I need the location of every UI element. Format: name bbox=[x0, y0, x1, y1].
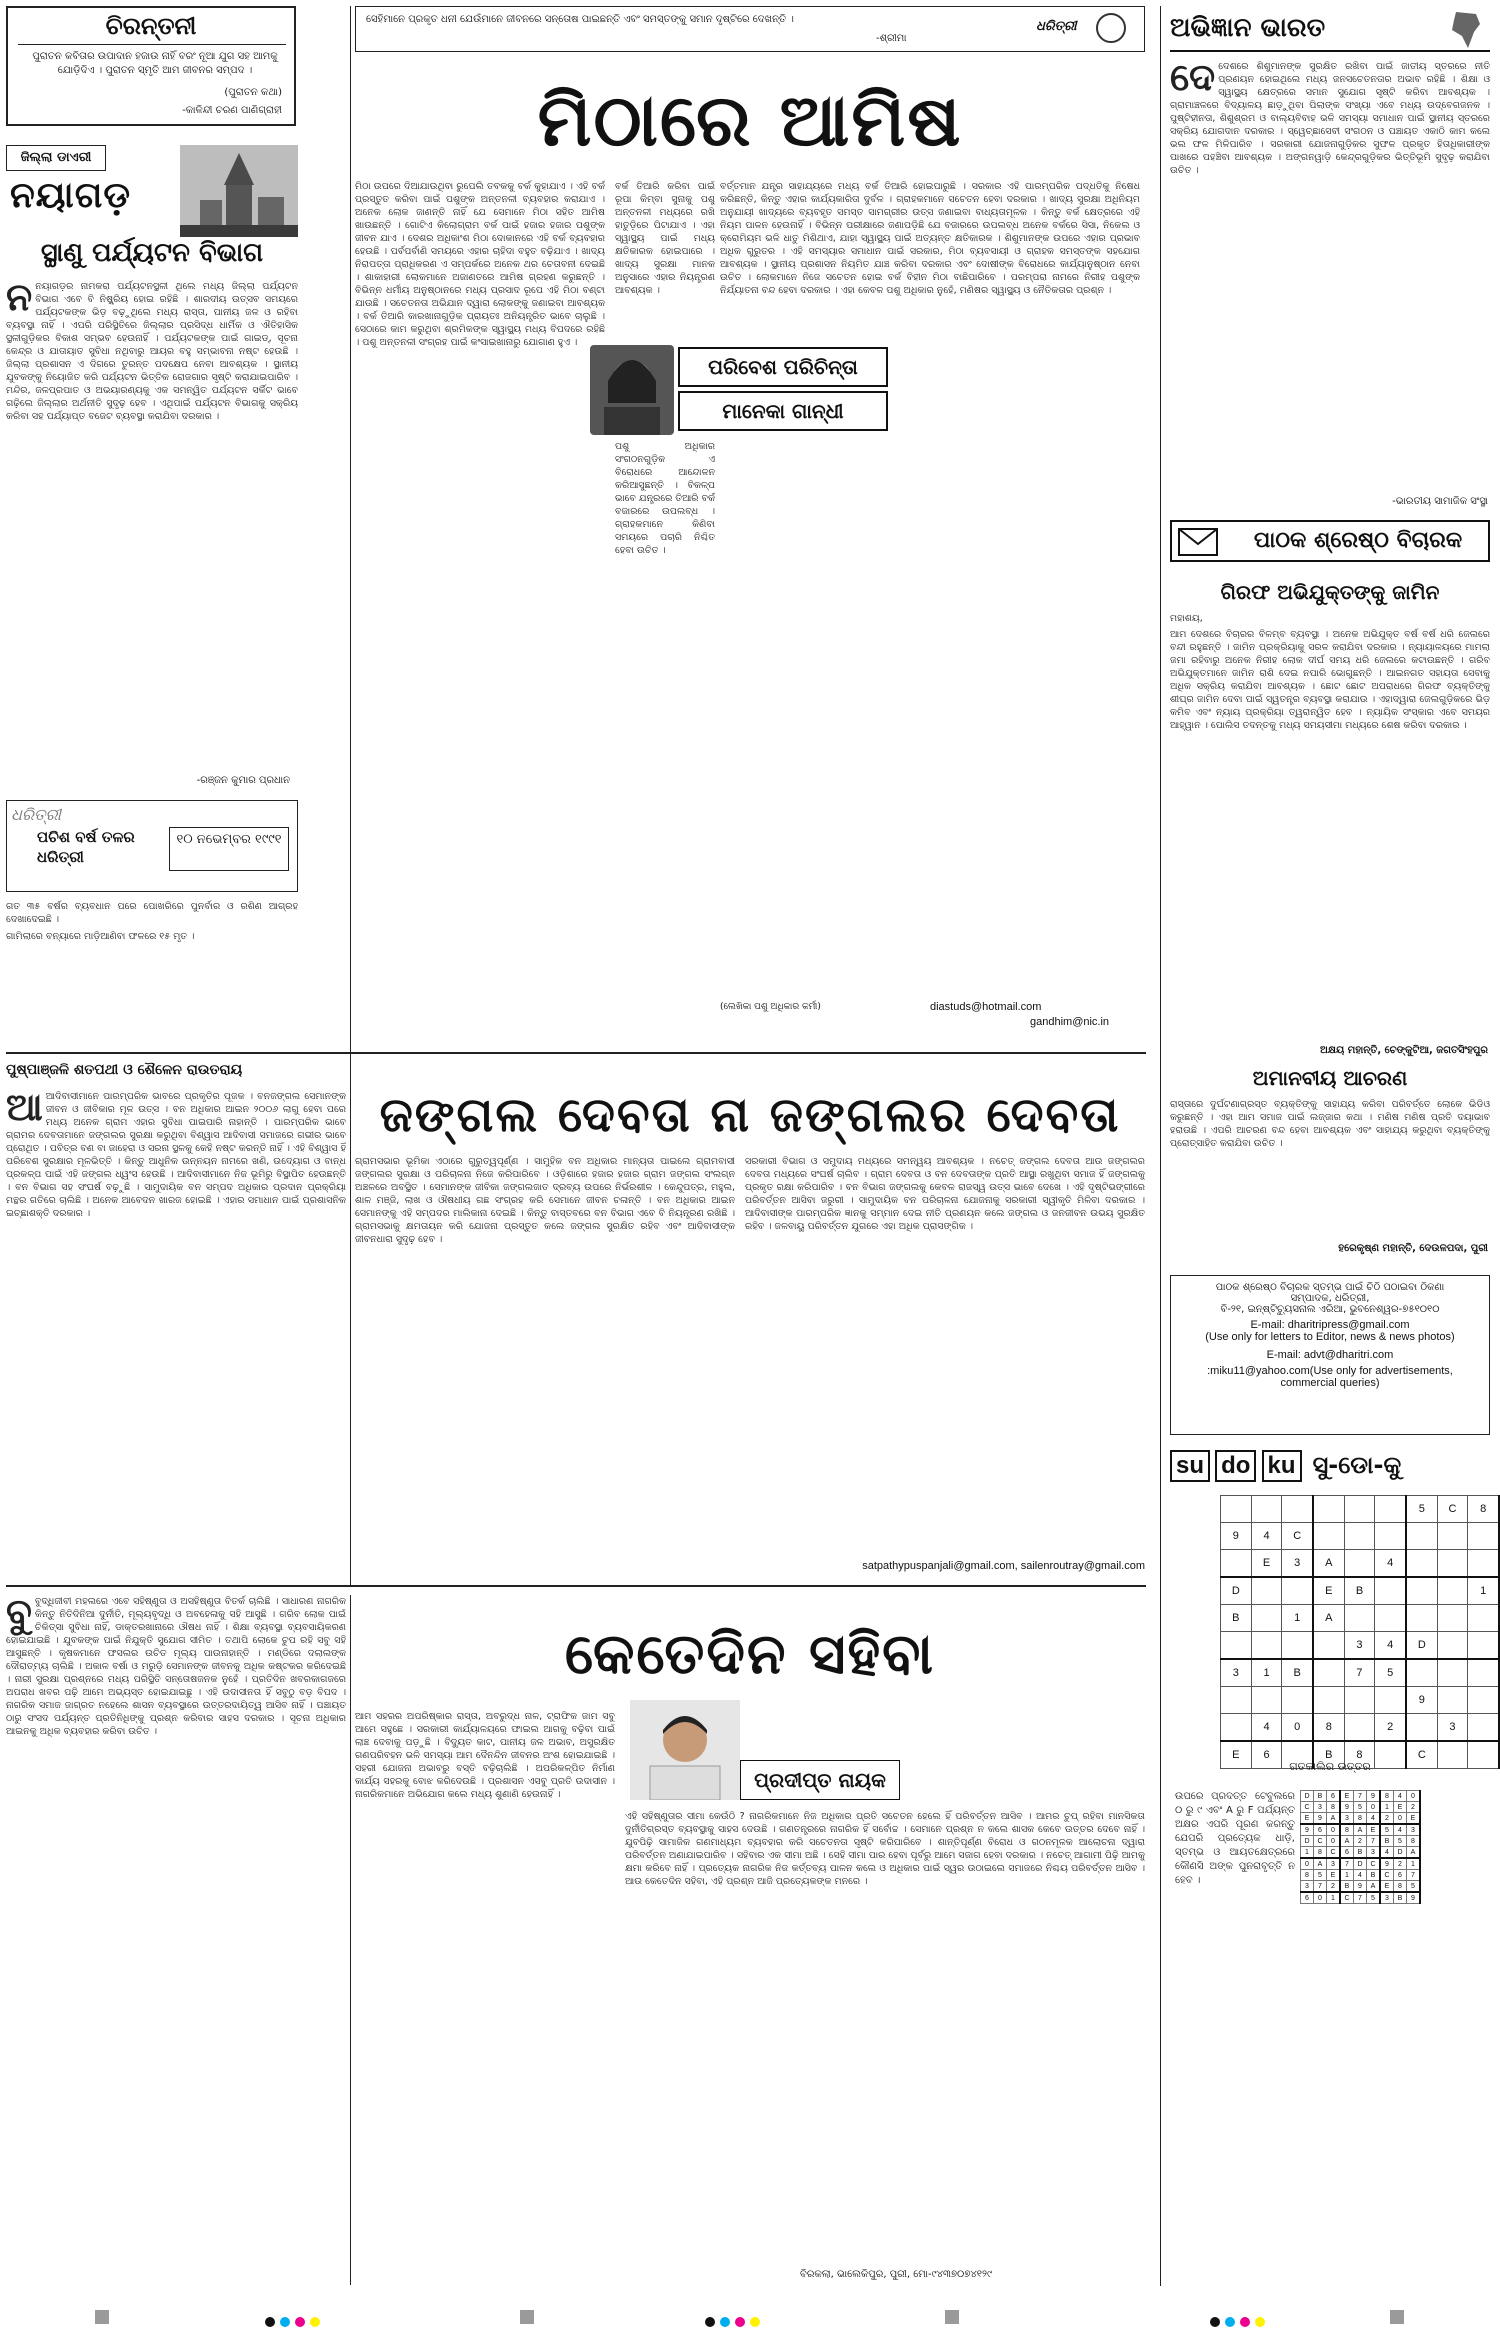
top-quote-text: ସେହିମାନେ ପ୍ରକୃତ ଧନୀ ଯେଉଁମାନେ ଜୀବନରେ ସନ୍ତୋଷ ପାଇଛନ୍ତି ଏବଂ ସମସ୍ତଙ୍କୁ ସମାନ ଦୃଷ୍ଟିରେ ଦେଖନ୍ତି । bbox=[366, 14, 794, 25]
sudoku-cell[interactable]: 3 bbox=[1437, 1714, 1468, 1742]
kete-col3: ଏହି ସହିଷ୍ଣୁତାର ସୀମା କେଉଁଠି ? ନାଗରିକମାନେ ନିଜ ଅଧିକାର ପ୍ରତି ସଚେତନ ହେଲେ ହିଁ ପରିବର୍ତ୍ତନ ଆସିବ । ଆମର ଚୁପ୍ ରହିବା ମାନସିକତା ଦୁର୍ନୀତିଗ୍ରସ୍ତ ବ୍ୟବସ୍ଥାକୁ ସାହସ ଦେଉଛି । ଗଣତନ୍ତ୍ରରେ ନାଗରିକ ହିଁ ସର୍ବୋଚ୍ଚ । ସେମାନେ ପ୍ରଶ୍ନ ନ କଲେ ଶାସକ କେବେ ଉତ୍ତର ଦେବେ ନାହିଁ । ଯୁବପିଢ଼ି ସାମାଜିକ ଗଣମାଧ୍ୟମ ବ୍ୟବହାର କରି ସଚେତନତା ସୃଷ୍ଟି କରିପାରିବେ । ଶାନ୍ତିପୂର୍ଣ୍ଣ ବିରୋଧ ଓ ଗଠନମୂଳକ ଆଲୋଚନା ଦ୍ୱାରା ପରିବର୍ତ୍ତନ ଅଣାଯାଇପାରିବ । ସହିବାର ଏକ ସୀମା ଅଛି । ସେହି ସୀମା ପାର ହେବା ପୂର୍ବରୁ ଆମେ ସଜାଗ ହେବା ଦରକାର । ନଚେତ୍ ଆଗାମୀ ପିଢ଼ି ଆମକୁ କ୍ଷମା କରିବେ ନାହିଁ । ପ୍ରତ୍ୟେକ ନାଗରିକ ନିଜ କର୍ତ୍ତବ୍ୟ ପାଳନ କଲେ ଓ ଅଧିକାର ପାଇଁ ସ୍ୱର ଉଠାଇଲେ ସମାଜରେ ନିଶ୍ଚୟ ପରିବର୍ତ୍ତନ ଆସିବ । ଆଉ କେତେଦିନ ସହିବା, ଏହି ପ୍ରଶ୍ନ ଆଜି ପ୍ରତ୍ୟେକଙ୍କ ମନରେ । bbox=[625, 1811, 1145, 1887]
sudoku-cell[interactable]: 5 bbox=[1406, 1496, 1437, 1523]
abhijnana-body: ଦେ ଦେଶରେ ଶିଶୁମାନଙ୍କ ସୁରକ୍ଷିତ ରଖିବା ପାଇଁ ଜାତୀୟ ସ୍ତରରେ ନୀତି ପ୍ରଣୟନ ହୋଇଥିଲେ ମଧ୍ୟ ଜନସଚେତନତାର ଅଭାବ ରହିଛି । ଶିକ୍ଷା ଓ ସ୍ୱାସ୍ଥ୍ୟ କ୍ଷେତ୍ରରେ ସମାନ ସୁଯୋଗ ସୃଷ୍ଟି କରିବା ଆବଶ୍ୟକ । ଗ୍ରାମାଞ୍ଚଳରେ ବିଦ୍ୟାଳୟ ଛାଡ଼ୁଥିବା ପିଲାଙ୍କ ସଂଖ୍ୟା ଏବେ ମଧ୍ୟ ଉଦ୍ବେଗଜନକ । ପୁଷ୍ଟିହୀନତା, ଶିଶୁଶ୍ରମ ଓ ବାଲ୍ୟବିବାହ ଭଳି ସମସ୍ୟା ସମାଧାନ ପାଇଁ ସ୍ଥାନୀୟ ସ୍ତରରେ ସକ୍ରିୟ ଯୋଗଦାନ ଦରକାର । ସ୍ୱେଚ୍ଛାସେବୀ ସଂଗଠନ ଓ ପଞ୍ଚାୟତ ଏକାଠି କାମ କଲେ ଭଲ ଫଳ ମିଳିପାରିବ । ସରକାରୀ ଯୋଜନାଗୁଡ଼ିକର ସୁଫଳ ପ୍ରକୃତ ହିତାଧିକାରୀଙ୍କ ପାଖରେ ପହଞ୍ଚିବା ଆବଶ୍ୟକ । ଅଙ୍ଗନୱାଡ଼ି କେନ୍ଦ୍ରଗୁଡ଼ିକର ଭିତ୍ତିଭୂମି ସୁଦୃଢ଼ କରାଯିବା ଉଚିତ । bbox=[1170, 60, 1490, 176]
sudoku-cell[interactable] bbox=[1313, 1496, 1344, 1523]
sudoku-solution-row bbox=[1301, 1836, 1421, 1847]
sudoku-solution-cell: 2 bbox=[1380, 1813, 1394, 1825]
chirantani-source: (ପୁରାତନ କଥା) bbox=[224, 87, 282, 98]
sudoku-solution-cell: 0 bbox=[1314, 1892, 1327, 1904]
sudoku-row bbox=[1221, 1523, 1500, 1550]
sudoku-cell[interactable]: 1 bbox=[1251, 1659, 1282, 1687]
sudoku-solution-cell: E bbox=[1327, 1870, 1341, 1881]
sudoku-solution-row bbox=[1301, 1870, 1421, 1881]
sudoku-solution-cell: 9 bbox=[1354, 1881, 1367, 1893]
diary-district: ନୟାଗଡ଼ bbox=[10, 175, 132, 216]
dharitri-archive-item-2: ଗାମିଲାରେ ବନ୍ୟାରେ ମାଡ଼ିଆଣିବା ଫଳରେ ୧୫ ମୃତ । bbox=[6, 931, 195, 942]
sudoku-cell[interactable]: 1 bbox=[1468, 1577, 1499, 1605]
sudoku-solution-cell: 9 bbox=[1380, 1858, 1394, 1870]
registration-bar-2 bbox=[520, 2310, 534, 2324]
sudoku-solution-cell: 6 bbox=[1394, 1870, 1407, 1881]
pushpanjali-byline: ପୁଷ୍ପାଞ୍ଜଳି ଶତପଥୀ ଓ ଶୈଳେନ ରାଉତରାୟ bbox=[6, 1062, 243, 1078]
sudoku-solution-cell: 3 bbox=[1327, 1858, 1341, 1870]
sudoku-cell[interactable]: C bbox=[1437, 1496, 1468, 1523]
sudoku-cell[interactable] bbox=[1406, 1714, 1437, 1742]
sudoku-cell[interactable]: 3 bbox=[1282, 1550, 1313, 1578]
sudoku-solution-cell: 8 bbox=[1380, 1791, 1394, 1802]
sudoku-cell[interactable]: 0 bbox=[1282, 1714, 1313, 1742]
sudoku-cell[interactable] bbox=[1406, 1523, 1437, 1550]
sudoku-cell[interactable]: D bbox=[1221, 1577, 1252, 1605]
sudoku-cell[interactable] bbox=[1344, 1496, 1375, 1523]
kete-col1: ବୁ ବୁଦ୍ଧିଜୀବୀ ମହଲରେ ଏବେ ସହିଷ୍ଣୁତା ଓ ଅସହିଷ୍ଣୁତା ବିତର୍କ ଚାଲିଛି । ସାଧାରଣ ନାଗରିକ କିନ୍ତୁ ନିତିଦିନିଆ ଦୁର୍ନୀତି, ମୂଲ୍ୟବୃଦ୍ଧି ଓ ଅବହେଳାକୁ ସହି ଆସୁଛି । ଗରିବ ଲୋକ ପାଇଁ ଚିକିତ୍ସା ସୁବିଧା ନାହିଁ, ଡାକ୍ତରଖାନାରେ ଔଷଧ ନାହିଁ । ଶିକ୍ଷା ବ୍ୟବସ୍ଥା ବ୍ୟବସାୟିକରଣ ହୋଇଯାଇଛି । ଯୁବକଙ୍କ ପାଇଁ ନିଯୁକ୍ତି ସୁଯୋଗ ସୀମିତ । ତଥାପି ଲୋକେ ଚୁପ ରହି ସବୁ ସହି ଆସୁଛନ୍ତି । କୃଷକମାନେ ଫସଲର ଉଚିତ ମୂଲ୍ୟ ପାଉନାହାନ୍ତି । ମଣ୍ଡିରେ ଦଲାଲଙ୍କ ଦୌରାତ୍ମ୍ୟ ଚାଲିଛି । ଅକାଳ ବର୍ଷା ଓ ମରୁଡ଼ି ସେମାନଙ୍କ ଜୀବନକୁ ଅଧିକ କଷ୍ଟକର କରିଦେଇଛି । ନାରୀ ସୁରକ୍ଷା ପ୍ରଶ୍ନରେ ମଧ୍ୟ ପରିସ୍ଥିତି ସନ୍ତୋଷଜନକ ନୁହେଁ । ପ୍ରତିଦିନ ଖବରକାଗଜରେ ଅପରାଧ ଖବର ପଢ଼ି ଆମେ ଅଭ୍ୟସ୍ତ ହୋଇଯାଇଛୁ । ଏହି ଉଦାସୀନତା ହିଁ ସବୁଠୁ ବଡ଼ ବିପଦ । ନାଗରିକ ସମାଜ ଜାଗ୍ରତ ନହେଲେ ଶାସନ ବ୍ୟବସ୍ଥାରେ ଉତ୍ତରଦାୟିତ୍ୱ ଆସିବ ନାହିଁ । ପଞ୍ଚାୟତ ଠାରୁ ସଂସଦ ପର୍ଯ୍ୟନ୍ତ ପ୍ରତିନିଧିଙ୍କୁ ପ୍ରଶ୍ନ କରିବାର ସାହସ ଦରକାର । ସୂଚନା ଅଧିକାର ଆଇନକୁ ଅଧିକ ବ୍ୟବହାର କରିବା ଉଚିତ । bbox=[6, 1595, 346, 1737]
sudoku-cell[interactable]: 4 bbox=[1375, 1632, 1406, 1660]
sudoku-title-su: su bbox=[1170, 1450, 1210, 1482]
sudoku-cell[interactable] bbox=[1437, 1523, 1468, 1550]
contact-line2: ସମ୍ପାଦକ, ଧରିତ୍ରୀ, bbox=[1290, 1293, 1370, 1304]
sudoku-cell[interactable] bbox=[1282, 1496, 1313, 1523]
sudoku-cell[interactable] bbox=[1282, 1632, 1313, 1660]
sudoku-solution-cell: 7 bbox=[1354, 1892, 1367, 1904]
sudoku-row bbox=[1221, 1632, 1500, 1660]
sudoku-cell[interactable] bbox=[1282, 1577, 1313, 1605]
sudoku-cell[interactable] bbox=[1221, 1714, 1252, 1742]
sudoku-cell[interactable]: B bbox=[1282, 1659, 1313, 1687]
contact-email2: E-mail: advt@dharitri.com bbox=[1266, 1349, 1394, 1361]
sudoku-solution-cell: 7 bbox=[1314, 1881, 1327, 1893]
kete-headline: କେତେଦିନ ସହିବା bbox=[564, 1622, 936, 1687]
sudoku-cell[interactable] bbox=[1375, 1605, 1406, 1632]
sudoku-row bbox=[1221, 1577, 1500, 1605]
diary-label: ଜିଲ୍ଲା ଡାଏରୀ bbox=[20, 150, 92, 165]
sudoku-solution-cell: 2 bbox=[1354, 1836, 1367, 1847]
pushpanjali-col2: ଗ୍ରାମସଭାର ଭୂମିକା ଏଠାରେ ଗୁରୁତ୍ୱପୂର୍ଣ୍ଣ । ସାମୁହିକ ବନ ଅଧିକାର ମାନ୍ୟତା ପାଇଲେ ଗ୍ରାମବାସୀ ଜଙ୍ଗଲର ସୁରକ୍ଷା ଓ ପରିଚାଳନା ନିଜେ କରିପାରିବେ । ଓଡ଼ିଶାରେ ହଜାର ହଜାର ଗ୍ରାମ ଜଙ୍ଗଲ ସଂଲଗ୍ନ ଅଞ୍ଚଳରେ ଅବସ୍ଥିତ । ସେମାନଙ୍କ ଜୀବିକା ଜଙ୍ଗଲଜାତ ଦ୍ରବ୍ୟ ଉପରେ ନିର୍ଭରଶୀଳ । କେନ୍ଦୁପତ୍ର, ମହୁଲ, ଶାଳ ମଞ୍ଜି, ଲାଖ ଓ ଔଷଧୀୟ ଗଛ ସଂଗ୍ରହ କରି ସେମାନେ ଜୀବନ ଚଳାନ୍ତି । ବନ ଅଧିକାର ଆଇନ ସେମାନଙ୍କୁ ଏହି ସମ୍ପଦର ମାଲିକାନା ଦେଇଛି । କିନ୍ତୁ ବାସ୍ତବରେ ବନ ବିଭାଗ ଏବେ ବି ନିୟନ୍ତ୍ରଣ ରଖିଛି । ଗ୍ରାମସଭାକୁ କ୍ଷମତାୟନ କରି ଯୋଜନା ପ୍ରସ୍ତୁତ କଲେ ଜଙ୍ଗଲ ସୁରକ୍ଷିତ ରହିବ ଏବଂ ଆଦିବାସୀଙ୍କ ଜୀବନଧାରା ସୁଦୃଢ଼ ହେବ । bbox=[355, 1156, 735, 1245]
sudoku-solution-cell: 0 bbox=[1327, 1836, 1341, 1847]
sudoku-solution-row bbox=[1301, 1791, 1421, 1802]
sudoku-solution-cell: 4 bbox=[1394, 1791, 1407, 1802]
main-contact: (ଲେଖିକା ପଶୁ ଅଧିକାର କର୍ମୀ) bbox=[720, 1002, 821, 1012]
sudoku-solution-cell: 3 bbox=[1314, 1802, 1327, 1813]
kete-author-box bbox=[740, 1760, 900, 1800]
sudoku-solution-cell: B bbox=[1380, 1836, 1394, 1847]
sudoku-solution-cell: 2 bbox=[1394, 1858, 1407, 1870]
column-label: ପରିବେଶ ପରିଚିନ୍ତା bbox=[708, 355, 858, 379]
sudoku-cell[interactable] bbox=[1221, 1687, 1252, 1714]
sudoku-solution-cell: 8 bbox=[1394, 1881, 1407, 1893]
sudoku-solution-cell: D bbox=[1301, 1791, 1314, 1802]
sudoku-solution-cell: 1 bbox=[1340, 1870, 1354, 1881]
sudoku-solution-row bbox=[1301, 1813, 1421, 1825]
sudoku-cell[interactable] bbox=[1344, 1523, 1375, 1550]
contact-box bbox=[1170, 1275, 1490, 1435]
sudoku-solution-cell: 9 bbox=[1301, 1824, 1314, 1836]
sudoku-solution-cell: D bbox=[1301, 1836, 1314, 1847]
pushpanjali-headline: ଜଙ୍ଗଲ ଦେବତା ନା ଜଙ୍ଗଲର ଦେବତା bbox=[379, 1087, 1121, 1143]
sudoku-cell[interactable] bbox=[1221, 1550, 1252, 1578]
cmyk-dots-1 bbox=[265, 2312, 320, 2331]
sudoku-solution-cell: 0 bbox=[1407, 1791, 1421, 1802]
sudoku-cell[interactable] bbox=[1221, 1632, 1252, 1660]
sudoku-solution-cell: 7 bbox=[1407, 1870, 1421, 1881]
cmyk-dots-3 bbox=[1210, 2312, 1265, 2331]
sudoku-cell[interactable] bbox=[1468, 1687, 1499, 1714]
sudoku-cell[interactable]: A bbox=[1313, 1605, 1344, 1632]
top-quote-box bbox=[355, 6, 1145, 52]
readers-banner-text: ପାଠକ ଶ୍ରେଷ୍ଠ ବିଚାରକ bbox=[1253, 528, 1463, 553]
sudoku-solution-row bbox=[1301, 1847, 1421, 1859]
sudoku-solution-row bbox=[1301, 1892, 1421, 1904]
sudoku-solution-cell: A bbox=[1407, 1847, 1421, 1859]
sudoku-solution-cell: 8 bbox=[1301, 1870, 1314, 1881]
sudoku-cell[interactable]: E bbox=[1221, 1741, 1252, 1769]
sudoku-title bbox=[1170, 1450, 1490, 1490]
sudoku-cell[interactable] bbox=[1313, 1632, 1344, 1660]
sudoku-cell[interactable]: 7 bbox=[1344, 1659, 1375, 1687]
sudoku-solution-cell: 7 bbox=[1340, 1858, 1354, 1870]
main-headline: ମିଠାରେ ଆମିଷ bbox=[537, 78, 963, 162]
sudoku-solution-cell: A bbox=[1367, 1881, 1381, 1893]
sudoku-cell[interactable] bbox=[1251, 1496, 1282, 1523]
main-email-1: diastuds@hotmail.com bbox=[930, 1001, 1042, 1013]
sudoku-solution-cell: 1 bbox=[1327, 1892, 1341, 1904]
sudoku-solution-cell: A bbox=[1314, 1858, 1327, 1870]
sudoku-solution-cell: 0 bbox=[1367, 1802, 1381, 1813]
sudoku-cell[interactable] bbox=[1406, 1659, 1437, 1687]
sudoku-solution-cell: 3 bbox=[1340, 1813, 1354, 1825]
sudoku-solution-cell: E bbox=[1367, 1824, 1381, 1836]
sudoku-cell[interactable] bbox=[1437, 1659, 1468, 1687]
sudoku-cell[interactable] bbox=[1375, 1577, 1406, 1605]
sudoku-cell[interactable] bbox=[1375, 1523, 1406, 1550]
sudoku-row bbox=[1221, 1687, 1500, 1714]
sudoku-cell[interactable]: 8 bbox=[1344, 1741, 1375, 1769]
sudoku-solution-cell: 1 bbox=[1380, 1802, 1394, 1813]
sudoku-solution-grid bbox=[1300, 1790, 1421, 1904]
sudoku-solution-cell: 4 bbox=[1394, 1824, 1407, 1836]
chakra-icon bbox=[1096, 13, 1126, 43]
sudoku-cell[interactable] bbox=[1468, 1523, 1499, 1550]
sudoku-solution-cell: A bbox=[1354, 1824, 1367, 1836]
main-email-2: gandhim@nic.in bbox=[1030, 1016, 1110, 1028]
temple-photo-icon bbox=[180, 145, 298, 237]
sudoku-cell[interactable]: A bbox=[1313, 1550, 1344, 1578]
sudoku-solution-cell: 9 bbox=[1367, 1791, 1381, 1802]
sudoku-solution-cell: 6 bbox=[1314, 1824, 1327, 1836]
sudoku-solution-cell: 8 bbox=[1327, 1802, 1341, 1813]
sudoku-solution-cell: 0 bbox=[1301, 1858, 1314, 1870]
sudoku-cell[interactable] bbox=[1406, 1550, 1437, 1578]
sudoku-solution-cell: 5 bbox=[1407, 1881, 1421, 1893]
sudoku-solution-cell: 9 bbox=[1340, 1802, 1354, 1813]
sudoku-solution-cell: B bbox=[1394, 1892, 1407, 1904]
sudoku-cell[interactable]: 2 bbox=[1375, 1714, 1406, 1742]
dharitri-archive-item-1: ଗତ ୩୫ ବର୍ଷର ବ୍ୟବଧାନ ପରେ ପୋଖରିରେ ପୁନର୍ବାର ଓ ରଶିଣ ଆଗ୍ରହ ଦେଖାଦେଇଛି । bbox=[6, 901, 298, 925]
sudoku-solution-cell: 4 bbox=[1354, 1870, 1367, 1881]
sudoku-solution-cell: D bbox=[1354, 1858, 1367, 1870]
sudoku-title-or: ସୁ-ଡୋ-କୁ bbox=[1312, 1451, 1402, 1479]
sudoku-cell[interactable]: 4 bbox=[1251, 1523, 1282, 1550]
sudoku-cell[interactable]: B bbox=[1344, 1577, 1375, 1605]
sudoku-solution-cell: E bbox=[1394, 1802, 1407, 1813]
sudoku-solution-cell: 7 bbox=[1354, 1791, 1367, 1802]
sudoku-cell[interactable] bbox=[1251, 1687, 1282, 1714]
author-photo-icon bbox=[590, 345, 674, 435]
sudoku-solution-cell: C bbox=[1340, 1892, 1354, 1904]
sudoku-cell[interactable] bbox=[1251, 1605, 1282, 1632]
sudoku-cell[interactable] bbox=[1437, 1550, 1468, 1578]
abhijnana-masthead bbox=[1170, 6, 1490, 52]
contact-line1: ପାଠକ ଶ୍ରେଷ୍ଠ ବିଚାରକ ସ୍ତମ୍ଭ ପାଇଁ ଚିଠି ପଠାଇବା ଠିକଣା bbox=[1215, 1282, 1445, 1293]
sudoku-row bbox=[1221, 1496, 1500, 1523]
sudoku-cell[interactable] bbox=[1468, 1714, 1499, 1742]
dharitri-archive-date: ୧୦ ନଭେମ୍ବର ୧୯୯୧ bbox=[176, 832, 282, 847]
sudoku-solution-cell: B bbox=[1354, 1847, 1367, 1859]
registration-bar-1 bbox=[95, 2310, 109, 2324]
sudoku-cell[interactable] bbox=[1221, 1496, 1252, 1523]
sudoku-cell[interactable] bbox=[1468, 1659, 1499, 1687]
sudoku-instructions: ଉପରେ ପ୍ରଦତ୍ତ ଟେବୁଲରେ ୦ ରୁ ୯ ଏବଂ A ରୁ F ପର୍ଯ୍ୟନ୍ତ ଅକ୍ଷର ଏପରି ପୂରଣ କରନ୍ତୁ ଯେପରି ପ୍ରତ୍ୟେକ ଧାଡ଼ି, ସ୍ତମ୍ଭ ଓ ଆୟତକ୍ଷେତ୍ରରେ କୌଣସି ଅଙ୍କ ପୁନରାବୃତ୍ତି ନ ହେବ । bbox=[1175, 1791, 1295, 1886]
diary-headline: ସ୍ଥାଣୁ ପର୍ଯ୍ୟଟନ ବିଭାଗ bbox=[40, 238, 264, 268]
sudoku-solution-cell: 3 bbox=[1301, 1881, 1314, 1893]
sudoku-solution-cell: 4 bbox=[1367, 1813, 1381, 1825]
envelope-icon bbox=[1178, 528, 1218, 556]
sudoku-title-do: do bbox=[1215, 1450, 1256, 1482]
sudoku-solution-cell: 6 bbox=[1301, 1892, 1314, 1904]
sudoku-grid[interactable] bbox=[1220, 1495, 1500, 1769]
sudoku-cell[interactable] bbox=[1406, 1605, 1437, 1632]
sudoku-solution-cell: 6 bbox=[1327, 1791, 1341, 1802]
india-map-icon bbox=[1446, 10, 1486, 50]
chirantani-title: ଚିରନ୍ତନୀ bbox=[105, 12, 197, 40]
letter1-greeting: ମହାଶୟ, bbox=[1170, 613, 1203, 624]
sudoku-solution-cell: 5 bbox=[1367, 1892, 1381, 1904]
sudoku-solution-cell: 3 bbox=[1407, 1824, 1421, 1836]
letter2-author: ହରେକୃଷ୍ଣ ମହାନ୍ତି, ଦେଉଳପଦା, ପୁରୀ bbox=[1338, 1243, 1488, 1254]
sudoku-cell[interactable]: 9 bbox=[1406, 1687, 1437, 1714]
sudoku-solution-row bbox=[1301, 1858, 1421, 1870]
sudoku-solution-row bbox=[1301, 1881, 1421, 1893]
letter1-title: ଗିରଫ ଅଭିଯୁକ୍ତଙ୍କୁ ଜାମିନ bbox=[1220, 580, 1440, 604]
sudoku-solution-cell: C bbox=[1314, 1836, 1327, 1847]
sudoku-cell[interactable] bbox=[1468, 1632, 1499, 1660]
sudoku-solution-cell: C bbox=[1327, 1847, 1341, 1859]
sudoku-cell[interactable] bbox=[1313, 1523, 1344, 1550]
sudoku-cell[interactable] bbox=[1282, 1687, 1313, 1714]
sudoku-solution-cell: 9 bbox=[1407, 1892, 1421, 1904]
sudoku-cell[interactable]: 9 bbox=[1221, 1523, 1252, 1550]
sudoku-solution-row bbox=[1301, 1824, 1421, 1836]
letter2-title: ଅମାନବୀୟ ଆଚରଣ bbox=[1252, 1066, 1408, 1090]
readers-banner bbox=[1170, 520, 1490, 562]
main-body-col2: ବର୍କ ତିଆରି କରିବା ପାଇଁ ରୂପା କିମ୍ବା ସୁନାକୁ ପଶୁ ଅନ୍ତନଳୀ ମଧ୍ୟରେ ରଖି ହାତୁଡ଼ିରେ ପିଟାଯାଏ । ଏହା ସ୍ୱାସ୍ଥ୍ୟ ପାଇଁ ମଧ୍ୟ କ୍ଷତିକାରକ ହୋଇପାରେ । ଖାଦ୍ୟ ସୁରକ୍ଷା ମାନକ ଅନୁସାରେ ଏହାର ନିୟନ୍ତ୍ରଣ ଆବଶ୍ୟକ । bbox=[615, 181, 715, 296]
sudoku-solution-cell: 5 bbox=[1380, 1824, 1394, 1836]
sudoku-cell[interactable] bbox=[1468, 1550, 1499, 1578]
sudoku-cell[interactable] bbox=[1437, 1687, 1468, 1714]
chirantani-author: -କାଳିନ୍ଦୀ ଚରଣ ପାଣିଗ୍ରାହୀ bbox=[182, 105, 282, 116]
sudoku-cell[interactable]: 3 bbox=[1344, 1632, 1375, 1660]
sudoku-cell[interactable] bbox=[1375, 1687, 1406, 1714]
sudoku-cell[interactable] bbox=[1344, 1550, 1375, 1578]
sudoku-cell[interactable]: C bbox=[1282, 1523, 1313, 1550]
sudoku-cell[interactable] bbox=[1406, 1577, 1437, 1605]
contact-email3: :miku11@yahoo.com(Use only for advertisements, commercial queries) bbox=[1207, 1365, 1453, 1389]
sudoku-solution-cell: 7 bbox=[1367, 1836, 1381, 1847]
sudoku-solution-cell: 4 bbox=[1380, 1847, 1394, 1859]
sudoku-cell[interactable]: B bbox=[1313, 1741, 1344, 1769]
chirantani-box bbox=[6, 6, 296, 126]
sudoku-solution-cell: C bbox=[1367, 1858, 1381, 1870]
chirantani-quote: ପୁରାତନ କବିତାର ଉପାଦାନ ହଜାଉ ନାହିଁ ବରଂ ନୂଆ ଯୁଗ ସହ ଆମକୁ ଯୋଡ଼ିଦିଏ । ପୁରାତନ ସ୍ମୃତି ଆମ ଜୀବନର ସମ୍ପଦ । bbox=[32, 51, 278, 76]
sudoku-solution-cell: 3 bbox=[1380, 1892, 1394, 1904]
sudoku-solution-cell: 8 bbox=[1354, 1813, 1367, 1825]
sudoku-solution-cell: A bbox=[1327, 1813, 1341, 1825]
sudoku-row bbox=[1221, 1550, 1500, 1578]
abhijnana-title: ଅଭିଜ୍ଞାନ ଭାରତ bbox=[1170, 13, 1326, 43]
sudoku-cell[interactable] bbox=[1251, 1632, 1282, 1660]
sudoku-title-ku: ku bbox=[1262, 1450, 1302, 1482]
diary-author: -ରଞ୍ଜନ କୁମାର ପ୍ରଧାନ bbox=[196, 775, 290, 786]
sudoku-cell[interactable] bbox=[1437, 1632, 1468, 1660]
main-body-col1: ମିଠା ଉପରେ ଦିଆଯାଉଥିବା ରୁପେଲି ତବକକୁ ବର୍କ କୁହାଯାଏ । ଏହି ବର୍କ ପ୍ରସ୍ତୁତ କରିବା ପାଇଁ ପଶୁଙ୍କ ଅନ୍ତନଳୀ ବ୍ୟବହାର କରାଯାଏ । ଅନେକ ଲୋକ ଜାଣନ୍ତି ନାହିଁ ଯେ ସେମାନେ ମିଠା ସହିତ ଆମିଷ ଖାଉଛନ୍ତି । ଗୋଟିଏ କିଲୋଗ୍ରାମ ବର୍କ ପାଇଁ ହଜାର ହଜାର ପଶୁଙ୍କ ଜୀବନ ଯାଏ । ଦେଶର ଅଧିକାଂଶ ମିଠା ଦୋକାନରେ ଏହି ବର୍କ ବ୍ୟବହାର ହେଉଛି । ପର୍ବପର୍ବାଣି ସମୟରେ ଏହାର ଚାହିଦା ବହୁତ ବଢ଼ିଯାଏ । ଖାଦ୍ୟ ନିରାପତ୍ତା ପ୍ରାଧିକରଣ ଏ ସମ୍ପର୍କରେ ଅନେକ ଥର ଚେତାବନୀ ଦେଇଛି । ଶାକାହାରୀ ଲୋକମାନେ ଅଜାଣତରେ ଆମିଷ ଗ୍ରହଣ କରୁଛନ୍ତି । ବିଭିନ୍ନ ଧର୍ମୀୟ ଅନୁଷ୍ଠାନରେ ମଧ୍ୟ ପ୍ରସାଦ ରୂପେ ଏହି ମିଠା ବଣ୍ଟା ଯାଉଛି । ସଚେତନତା ଅଭିଯାନ ଦ୍ୱାରା ଲୋକଙ୍କୁ ଜଣାଇବା ଆବଶ୍ୟକ । ବର୍କ ତିଆରି କାରଖାନାଗୁଡ଼ିକ ପ୍ରାୟତଃ ଅନିୟନ୍ତ୍ରିତ ଭାବେ ଚାଲୁଛି । ସେଠାରେ କାମ କରୁଥିବା ଶ୍ରମିକଙ୍କ ସ୍ୱାସ୍ଥ୍ୟ ମଧ୍ୟ ବିପଦରେ ରହିଛି । ପଶୁ ଅନ୍ତନଳୀ ସଂଗ୍ରହ ପାଇଁ କଂସାଇଖାନାରୁ ଯୋଗାଣ ହୁଏ । bbox=[355, 181, 605, 348]
contact-note1: (Use only for letters to Editor, news & news photos) bbox=[1205, 1331, 1455, 1343]
sudoku-solution-cell: 2 bbox=[1407, 1802, 1421, 1813]
sudoku-cell[interactable]: 4 bbox=[1251, 1714, 1282, 1742]
dharitri-archive-date-box bbox=[169, 827, 289, 871]
sudoku-cell[interactable]: C bbox=[1406, 1741, 1437, 1769]
sudoku-cell[interactable] bbox=[1375, 1496, 1406, 1523]
dharitri-archive-label: ପଚିଶ ବର୍ଷ ତଳର ଧରିତ୍ରୀ bbox=[37, 828, 135, 866]
sudoku-cell[interactable] bbox=[1344, 1605, 1375, 1632]
sudoku-solution-cell: E bbox=[1301, 1813, 1314, 1825]
dharitri-archive-logo: ଧରିତ୍ରୀ bbox=[11, 805, 61, 824]
sudoku-solution-cell: 8 bbox=[1407, 1836, 1421, 1847]
sudoku-solution-cell: 6 bbox=[1340, 1847, 1354, 1859]
kete-author: ପ୍ରଦୀପ୍ତ ନାୟକ bbox=[754, 1768, 886, 1792]
sudoku-cell[interactable] bbox=[1344, 1687, 1375, 1714]
sudoku-solution-cell: C bbox=[1380, 1870, 1394, 1881]
main-body-col2b: ପଶୁ ଅଧିକାର ସଂଗଠନଗୁଡ଼ିକ ଏ ବିରୋଧରେ ଆନ୍ଦୋଳନ କରିଆସୁଛନ୍ତି । ବିକଳ୍ପ ଭାବେ ଯନ୍ତ୍ରରେ ତିଆରି ବର୍କ ବଜାରରେ ଉପଲବ୍ଧ । ଗ୍ରାହକମାନେ କିଣିବା ସମୟରେ ପଚାରି ନିଶ୍ଚିତ ହେବା ଉଚିତ । bbox=[615, 441, 715, 556]
top-quote-author: -ଶ୍ରୀମା bbox=[876, 33, 907, 44]
sudoku-cell[interactable]: B bbox=[1221, 1605, 1252, 1632]
pushpanjali-col1: ଆ ଆଦିବାସୀମାନେ ପାରମ୍ପରିକ ଭାବରେ ପ୍ରକୃତିର ପୂଜକ । ବନଜଙ୍ଗଲ ସେମାନଙ୍କ ଜୀବନ ଓ ଜୀବିକାର ମୂଳ ଉତ୍ସ । ବନ ଅଧିକାର ଆଇନ ୨୦୦୬ ଲାଗୁ ହେବା ପରେ ମଧ୍ୟ ଅନେକ ଗ୍ରାମ ଏହାର ସୁବିଧା ପାଇପାରି ନାହାନ୍ତି । ପାରମ୍ପରିକ ଭାବେ ଗ୍ରାମର ଦେବତାମାନେ ଜଙ୍ଗଲର ସୁରକ୍ଷା କରୁଥିବା ବିଶ୍ୱାସ ଆଦିବାସୀ ସମାଜରେ ଗଭୀର ଭାବେ ପ୍ରୋଥିତ । ପବିତ୍ର ବଣ ବା ଜାହେରା ଓ ସରନା ସ୍ଥଳକୁ କେହି ନଷ୍ଟ କରନ୍ତି ନାହିଁ । ଏହି ବିଶ୍ୱାସ ହିଁ ପରିବେଶ ସୁରକ୍ଷାର ମୂଳଭିତ୍ତି । କିନ୍ତୁ ଆଧୁନିକ ଉନ୍ନୟନ ନାମରେ ଖଣି, ଉଦ୍ୟୋଗ ଓ ବାନ୍ଧ ପ୍ରକଳ୍ପ ପାଇଁ ଏହି ଜଙ୍ଗଲ ଧ୍ୱଂସ ହେଉଛି । ଆଦିବାସୀମାନେ ନିଜ ଭୂମିରୁ ବିସ୍ଥାପିତ ହେଉଛନ୍ତି । ବନ ବିଭାଗ ସହ ସଂଘର୍ଷ ବଢ଼ୁଛି । ସାମୁଦାୟିକ ବନ ସମ୍ପଦ ଅଧିକାର ପ୍ରଦାନ ପ୍ରକ୍ରିୟା ମନ୍ଥର ଗତିରେ ଚାଲିଛି । ଅନେକ ଆବେଦନ ଖାରଜ ହୋଇଛି । ଏହାର ସମାଧାନ ପାଇଁ ପ୍ରଶାସନିକ ଇଚ୍ଛାଶକ୍ତି ଦରକାର । bbox=[6, 1090, 346, 1219]
sudoku-cell[interactable]: 3 bbox=[1221, 1659, 1252, 1687]
sudoku-solution-cell: 5 bbox=[1314, 1870, 1327, 1881]
sudoku-answer-label: ଗତକାଲିର ଉତ୍ତର bbox=[1289, 1760, 1371, 1773]
sudoku-solution-cell: 1 bbox=[1301, 1847, 1314, 1859]
main-author: ମାନେକା ଗାନ୍ଧୀ bbox=[722, 399, 844, 423]
sudoku-row bbox=[1221, 1659, 1500, 1687]
sudoku-solution-cell: B bbox=[1340, 1881, 1354, 1893]
kete-col2: ଆମ ସହରର ଅପରିଷ୍କାର ରାସ୍ତା, ଅବରୁଦ୍ଧ ନାଳ, ଟ୍ରାଫିକ ଜାମ ସବୁ ଆମେ ସହୁଛେ । ସରକାରୀ କାର୍ଯ୍ୟାଳୟରେ ଫାଇଲ ଆଗକୁ ବଢ଼ିବା ପାଇଁ ଲାଞ୍ଚ ଦେବାକୁ ପଡ଼ୁଛି । ବିଦ୍ୟୁତ କାଟ, ପାନୀୟ ଜଳ ଅଭାବ, ଅସୁରକ୍ଷିତ ଗଣପରିବହନ ଭଳି ସମସ୍ୟା ଆମ ଦୈନନ୍ଦିନ ଜୀବନର ଅଂଶ ହୋଇଯାଇଛି । ସହରୀ ଯୋଜନା ଅଭାବରୁ ବସ୍ତି ବଢ଼ିଚାଲିଛି । ଅପରିକଳ୍ପିତ ନିର୍ମାଣ କାର୍ଯ୍ୟ ସହରକୁ ବୋଝ କରିଦେଉଛି । ପ୍ରଶାସନ ଏସବୁ ପ୍ରତି ଉଦାସୀନ । ନାଗରିକମାନେ ଅଭିଯୋଗ କଲେ ମଧ୍ୟ ଶୁଣାଣି ହେଉନାହିଁ । bbox=[355, 1711, 615, 1800]
top-quote-logo: ଧରିତ୍ରୀ bbox=[1036, 19, 1077, 34]
sudoku-solution-cell: 5 bbox=[1354, 1802, 1367, 1813]
sudoku-solution-cell: 9 bbox=[1314, 1813, 1327, 1825]
cmyk-dots-2 bbox=[705, 2312, 760, 2331]
sudoku-cell[interactable]: E bbox=[1251, 1550, 1282, 1578]
registration-bar-3 bbox=[945, 2310, 959, 2324]
pushpanjali-col3: ସରକାରୀ ବିଭାଗ ଓ ସମୁଦାୟ ମଧ୍ୟରେ ସମନ୍ୱୟ ଆବଶ୍ୟକ । ନଚେତ୍ ଜଙ୍ଗଲ ଦେବତା ଆଉ ଜଙ୍ଗଲର ଦେବତା ମଧ୍ୟରେ ସଂଘର୍ଷ ଚାଲିବ । ଗ୍ରାମ ଦେବତା ଓ ବନ ଦେବତାଙ୍କ ପ୍ରତି ଆସ୍ଥା ରଖୁଥିବା ସମାଜ ହିଁ ଜଙ୍ଗଲକୁ ପ୍ରକୃତ ରକ୍ଷା କରିପାରିବ । ବନ ବିଭାଗ ଜଙ୍ଗଲକୁ କେବଳ ରାଜସ୍ୱ ଉତ୍ସ ଭାବେ ଦେଖେ । ଏହି ଦୃଷ୍ଟିଭଙ୍ଗୀରେ ପରିବର୍ତ୍ତନ ଆସିବା ଜରୁରୀ । ସାମୁଦାୟିକ ବନ ପରିଚାଳନା ଯୋଜନାକୁ ସରକାରୀ ସ୍ୱୀକୃତି ମିଳିବା ଦରକାର । ଆଦିବାସୀଙ୍କ ପାରମ୍ପରିକ ଜ୍ଞାନକୁ ସମ୍ମାନ ଦେଇ ନୀତି ପ୍ରଣୟନ କଲେ ଜଙ୍ଗଲ ଓ ଜନଜୀବନ ଉଭୟ ସୁରକ୍ଷିତ ରହିବ । ଜଳବାୟୁ ପରିବର୍ତ୍ତନ ଯୁଗରେ ଏହା ଅଧିକ ପ୍ରାସଙ୍ଗିକ । bbox=[745, 1156, 1145, 1232]
sudoku-solution-cell: E bbox=[1340, 1791, 1354, 1802]
abhijnana-signoff: -ଭାରତୀୟ ସାମାଜିକ ସଂସ୍ଥା bbox=[1392, 496, 1488, 507]
sudoku-solution-cell: D bbox=[1394, 1847, 1407, 1859]
sudoku-solution-cell: 8 bbox=[1314, 1847, 1327, 1859]
sudoku-cell[interactable] bbox=[1437, 1605, 1468, 1632]
sudoku-solution-cell: B bbox=[1367, 1870, 1381, 1881]
sudoku-cell[interactable]: 4 bbox=[1375, 1550, 1406, 1578]
letter1-author: ଅକ୍ଷୟ ମହାନ୍ତି, ଚେଙ୍କୁଟିଆ, ଜଗତସିଂହପୁର bbox=[1320, 1045, 1488, 1056]
sudoku-solution-cell: 2 bbox=[1327, 1881, 1341, 1893]
diary-label-box bbox=[6, 145, 106, 171]
sudoku-cell[interactable]: D bbox=[1406, 1632, 1437, 1660]
sudoku-cell[interactable]: E bbox=[1313, 1577, 1344, 1605]
sudoku-solution-cell: E bbox=[1380, 1881, 1394, 1893]
sudoku-solution-cell: 8 bbox=[1340, 1824, 1354, 1836]
sudoku-solution-cell: B bbox=[1314, 1791, 1327, 1802]
sudoku-solution-cell: 3 bbox=[1367, 1847, 1381, 1859]
sudoku-cell[interactable] bbox=[1313, 1659, 1344, 1687]
sudoku-solution-cell: A bbox=[1340, 1836, 1354, 1847]
contact-line3: ବି-୨୧, ଇନ୍‌ଷ୍ଟିଚ୍ୟୁସନାଲ ଏରିଆ, ଭୁବନେଶ୍ୱର-୭୫୧୦୧୦ bbox=[1220, 1304, 1440, 1315]
sudoku-cell[interactable]: 6 bbox=[1251, 1741, 1282, 1769]
main-body-col3: ବର୍ତ୍ତମାନ ଯନ୍ତ୍ର ସାହାଯ୍ୟରେ ମଧ୍ୟ ବର୍କ ତିଆରି ହୋଇପାରୁଛି । ସରକାର ଏହି ପାରମ୍ପରିକ ପଦ୍ଧତିକୁ ନିଷେଧ କରିଛନ୍ତି, କିନ୍ତୁ ଏହାର କାର୍ଯ୍ୟକାରିତା ଦୁର୍ବଳ । ଗ୍ରାହକମାନେ ସଚେତନ ହେବା ଦରକାର । ଖାଦ୍ୟ ସୁରକ୍ଷା ଅଧିନିୟମ ଅନୁଯାୟୀ ଖାଦ୍ୟରେ ବ୍ୟବହୃତ ସମସ୍ତ ସାମଗ୍ରୀର ଉତ୍ସ ଜଣାଇବା ବାଧ୍ୟତାମୂଳକ । କିନ୍ତୁ ବର୍କ କ୍ଷେତ୍ରରେ ଏହି ନିୟମ ପାଳନ ହେଉନାହିଁ । ବିଭିନ୍ନ ପରୀକ୍ଷାରେ ଜଣାପଡ଼ିଛି ଯେ ବଜାରରେ ଉପଲବ୍ଧ ଅନେକ ବର୍କରେ ସିସା, ନିକେଲ ଓ କ୍ରୋମିୟମ ଭଳି ଧାତୁ ମିଶିଥାଏ, ଯାହା ସ୍ୱାସ୍ଥ୍ୟ ପାଇଁ ଅତ୍ୟନ୍ତ କ୍ଷତିକାରକ । ଶିଶୁମାନଙ୍କ ଉପରେ ଏହାର ପ୍ରଭାବ ଅଧିକ ଗୁରୁତର । ଏହି ସମସ୍ୟାର ସମାଧାନ ପାଇଁ ସରକାର, ମିଠା ବ୍ୟବସାୟୀ ଓ ଗ୍ରାହକ ସମସ୍ତଙ୍କ ସହଯୋଗ ଆବଶ୍ୟକ । ସ୍ଥାନୀୟ ପ୍ରଶାସନ ନିୟମିତ ଯାଞ୍ଚ କରିବା ଦରକାର ଏବଂ ଦୋଷୀଙ୍କ ବିରୋଧରେ କାର୍ଯ୍ୟାନୁଷ୍ଠାନ ନେବା ଉଚିତ । ଲୋକମାନେ ନିଜେ ସଚେତନ ହୋଇ ବର୍କ ବିହୀନ ମିଠା ବାଛିପାରିବେ । ପରମ୍ପରା ନାମରେ ନିରୀହ ପଶୁଙ୍କ ନିର୍ଯ୍ୟାତନା ବନ୍ଦ ହେବା ଦରକାର । ଏହା କେବଳ ପଶୁ ଅଧିକାର ନୁହେଁ, ମଣିଷର ସ୍ୱାସ୍ଥ୍ୟ ଓ ନୈତିକତାର ପ୍ରଶ୍ନ । bbox=[720, 181, 1140, 296]
dharitri-archive-box bbox=[6, 800, 298, 892]
sudoku-solution-cell: 1 bbox=[1407, 1858, 1421, 1870]
sudoku-cell[interactable] bbox=[1468, 1605, 1499, 1632]
pushpanjali-email: satpathypuspanjali@gmail.com, sailenroutray@gmail.com bbox=[862, 1560, 1145, 1572]
sudoku-cell[interactable] bbox=[1251, 1577, 1282, 1605]
kete-address: ବିରକଲା, ଭାଲେକିପୁର, ପୁରୀ, ମୋ-୯୪୩୭୦୭୪୧୨୯ bbox=[800, 2269, 992, 2280]
sudoku-cell[interactable]: 8 bbox=[1313, 1714, 1344, 1742]
letter2-body: ରାସ୍ତାରେ ଦୁର୍ଘଟଣାଗ୍ରସ୍ତ ବ୍ୟକ୍ତିଙ୍କୁ ସାହାଯ୍ୟ କରିବା ପରିବର୍ତ୍ତେ ଲୋକେ ଭିଡିଓ କରୁଛନ୍ତି । ଏହା ଆମ ସମାଜ ପାଇଁ ଲଜ୍ଜାର କଥା । ମଣିଷ ମଣିଷ ପ୍ରତି ଦୟାଭାବ ହରାଉଛି । ଏପରି ଆଚରଣ ବନ୍ଦ ହେବା ଆବଶ୍ୟକ ଏବଂ ସାହାଯ୍ୟ କରୁଥିବା ବ୍ୟକ୍ତିଙ୍କୁ ପ୍ରୋତ୍ସାହିତ କରାଯିବା ଉଚିତ । bbox=[1170, 1099, 1490, 1149]
registration-bar-4 bbox=[1390, 2310, 1404, 2324]
sudoku-row bbox=[1221, 1714, 1500, 1742]
sudoku-cell[interactable] bbox=[1437, 1577, 1468, 1605]
sudoku-solution-cell: E bbox=[1407, 1813, 1421, 1825]
sudoku-solution-row bbox=[1301, 1802, 1421, 1813]
sudoku-cell[interactable] bbox=[1313, 1687, 1344, 1714]
sudoku-solution-cell: 0 bbox=[1327, 1824, 1341, 1836]
sudoku-solution-cell: 0 bbox=[1394, 1813, 1407, 1825]
sudoku-cell[interactable]: 1 bbox=[1282, 1605, 1313, 1632]
sudoku-solution-cell: C bbox=[1301, 1802, 1314, 1813]
sudoku-cell[interactable]: 8 bbox=[1468, 1496, 1499, 1523]
contact-email1: E-mail: dharitripress@gmail.com bbox=[1250, 1319, 1410, 1331]
letter1-body: ଆମ ଦେଶରେ ବିଚାରର ବିଳମ୍ବ ବ୍ୟବସ୍ଥା । ଅନେକ ଅଭିଯୁକ୍ତ ବର୍ଷ ବର୍ଷ ଧରି ଜେଲରେ ବନ୍ଦୀ ରହୁଛନ୍ତି । ଜାମିନ ପ୍ରକ୍ରିୟାକୁ ସରଳ କରାଯିବା ଦରକାର । ନ୍ୟାୟାଳୟରେ ମାମଲା ଜମା ରହିବାରୁ ଅନେକ ନିରୀହ ଲୋକ ଦୀର୍ଘ ସମୟ ଧରି ଜେଲରେ କଟାଉଛନ୍ତି । ଗରିବ ଅଭିଯୁକ୍ତମାନେ ଜାମିନ ରାଶି ଦେଇ ନପାରି ଭୋଗୁଛନ୍ତି । ଆଇନଗତ ସହାୟତା ସେବାକୁ ଅଧିକ ସକ୍ରିୟ କରାଯିବା ଆବଶ୍ୟକ । ଛୋଟ ଛୋଟ ଅପରାଧରେ ଗିରଫ ବ୍ୟକ୍ତିଙ୍କୁ ଶୀଘ୍ର ଜାମିନ ଦେବା ପାଇଁ ସ୍ୱତନ୍ତ୍ର ବ୍ୟବସ୍ଥା କରାଯାଉ । ଏହାଦ୍ୱାରା ଜେଲଗୁଡ଼ିକରେ ଭିଡ଼ କମିବ ଏବଂ ନ୍ୟାୟ ପ୍ରକ୍ରିୟା ତ୍ୱରାନ୍ୱିତ ହେବ । ନ୍ୟାୟିକ ସଂସ୍କାର ଏବେ ସମୟର ଆହ୍ୱାନ । ପୋଲିସ ତଦନ୍ତକୁ ମଧ୍ୟ ସମୟସୀମା ମଧ୍ୟରେ ଶେଷ କରିବା ଦରକାର । bbox=[1170, 629, 1490, 731]
sudoku-solution-cell: 5 bbox=[1394, 1836, 1407, 1847]
sudoku-row bbox=[1221, 1605, 1500, 1632]
sudoku-cell[interactable]: 5 bbox=[1375, 1659, 1406, 1687]
sudoku-cell[interactable] bbox=[1344, 1714, 1375, 1742]
diary-body: ନ ନୟାଗଡ଼ର ନାମକରା ପର୍ଯ୍ୟଟନସ୍ଥଳୀ ଥିଲେ ମଧ୍ୟ ଜିଲ୍ଲା ପର୍ଯ୍ୟଟନ ବିଭାଗ ଏବେ ବି ନିଷ୍କ୍ରିୟ ହୋଇ ରହିଛି । ଶାରଦୀୟ ଉତ୍ସବ ସମୟରେ ପର୍ଯ୍ୟଟକଙ୍କ ଭିଡ଼ ବଢ଼ୁଥିଲେ ମଧ୍ୟ ରାସ୍ତା, ପାନୀୟ ଜଳ ଓ ରହିବା ବ୍ୟବସ୍ଥା ନାହିଁ । ଏପରି ପରିସ୍ଥିତିରେ ଜିଲ୍ଲାର ପ୍ରସିଦ୍ଧ ଧାର୍ମିକ ଓ ଐତିହାସିକ ସ୍ଥଳୀଗୁଡ଼ିକର ବିକାଶ ସମ୍ଭବ ହେଉନାହିଁ । ପର୍ଯ୍ୟଟକଙ୍କ ପାଇଁ ଗାଇଡ୍, ସୂଚନା କେନ୍ଦ୍ର ଓ ଯାତାୟାତ ସୁବିଧା ନଥିବାରୁ ଆୟର ବହୁ ସମ୍ଭାବନା ନଷ୍ଟ ହେଉଛି । ଜିଲ୍ଲା ପ୍ରଶାସନ ଏ ଦିଗରେ ତୁରନ୍ତ ପଦକ୍ଷେପ ନେବା ଆବଶ୍ୟକ । ସ୍ଥାନୀୟ ଯୁବକଙ୍କୁ ନିୟୋଜିତ କରି ପର୍ଯ୍ୟଟନ ଭିତ୍ତିକ ରୋଜଗାର ସୃଷ୍ଟି କରାଯାଇପାରିବ । ମନ୍ଦିର, ଜଳପ୍ରପାତ ଓ ଅଭୟାରଣ୍ୟକୁ ଏକ ସମନ୍ୱିତ ପର୍ଯ୍ୟଟନ ସର୍କିଟ ଭାବେ ଗଢ଼ିଲେ ଜିଲ୍ଲାର ଅର୍ଥନୀତି ସୁଦୃଢ଼ ହେବ । ଏଥିପାଇଁ ପର୍ଯ୍ୟଟନ ବିଭାଗକୁ ସକ୍ରିୟ କରିବା ସହ ପର୍ଯ୍ୟାପ୍ତ ବଜେଟ ବ୍ୟବସ୍ଥା କରାଯିବା ଦରକାର । bbox=[6, 280, 298, 422]
kete-author-photo-icon bbox=[630, 1700, 740, 1800]
